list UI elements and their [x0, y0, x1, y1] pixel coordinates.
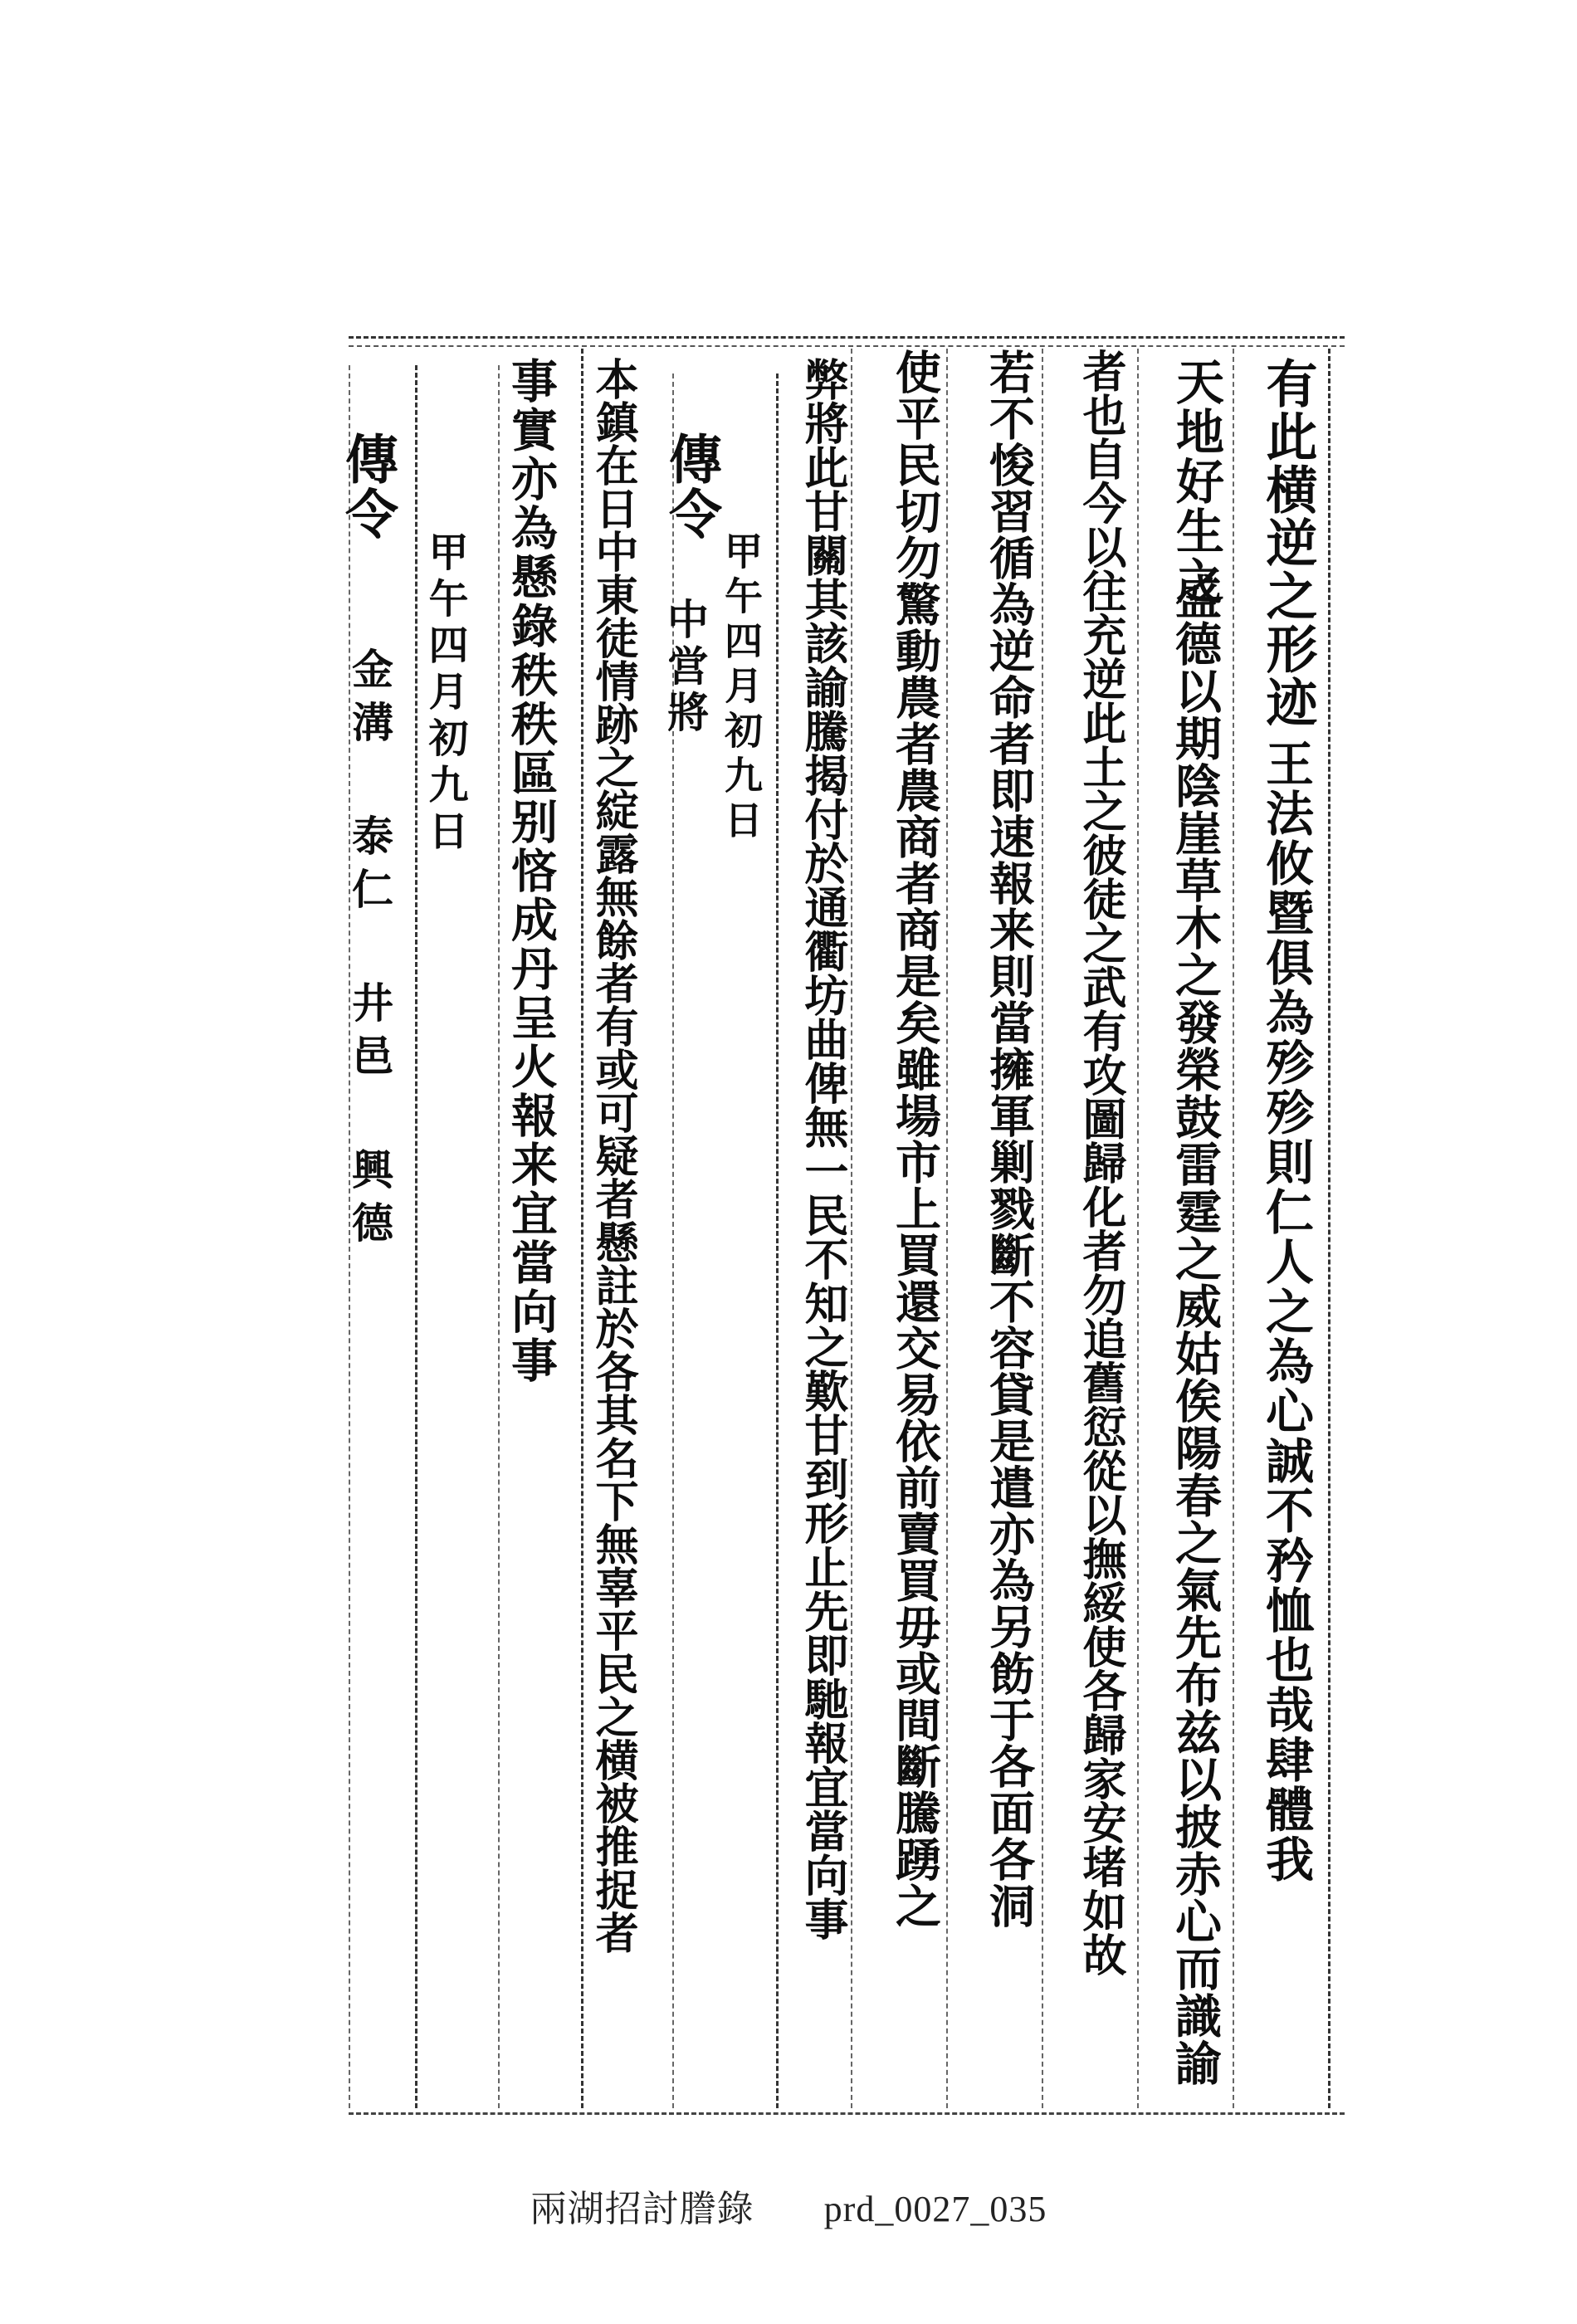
text-column: 者也自今以往充逆此土之彼徒之武有攻圖歸化者勿追舊愆從以撫綏使各歸家安堵如故: [1076, 349, 1127, 1976]
frame-top-border: [349, 336, 1345, 347]
frame-bottom-border: [349, 2112, 1345, 2115]
text-column: 弊將此甘關其該諭騰揭付於通衢坊曲俾無一民不知之歎甘到形止先即馳報宜當向事: [798, 357, 849, 1941]
column-rule: [415, 365, 417, 2108]
text-column: 本鎮在日中東徒情跡之綻露無餘者有或可疑者懸註於各其名下無辜平民之横被推捉者: [588, 357, 638, 1954]
column-rule: [946, 349, 948, 2108]
heading-column: 傳令: [336, 432, 398, 541]
column-rule: [1042, 349, 1043, 2108]
recipient-column: 金溝 泰仁 井邑 興德: [345, 647, 394, 1254]
date-column: 甲午四月初九日: [719, 531, 764, 845]
column-rule: [1328, 349, 1330, 2108]
text-column: 盛德以期陰崖草木之發榮鼓雷霆之威姑俟陽春之氣先布兹以披赤心而識諭: [1168, 573, 1223, 2087]
column-rule: [776, 374, 779, 2108]
date-column: 甲午四月初九日: [422, 531, 468, 857]
text-column: 事實亦為懸錄秩秩區别悋成丹呈火報来宜當向事: [504, 357, 559, 1385]
column-rule: [851, 349, 852, 2108]
column-rule: [1233, 349, 1234, 2108]
text-column: 使平民切勿驚動農者農商者商是矣雖場市上買還交易依前賣買毋或間斷騰踴之: [888, 349, 942, 1929]
page-caption: [0, 2179, 1577, 2232]
caption-title: 兩湖招討謄錄: [530, 2189, 754, 2229]
text-column: 若不悛習循為逆命者即速報来則當擁軍剿戮斷不容貸是遣亦為另飭于各面各洞: [982, 349, 1036, 1929]
column-rule: [498, 365, 500, 2108]
text-column: 有此横逆之形迹: [1257, 357, 1318, 729]
column-rule: [581, 349, 583, 2108]
text-column: 天地好生之: [1168, 357, 1224, 606]
recipient-column: 中営將: [661, 598, 710, 737]
caption-code: prd_0027_035: [823, 2189, 1047, 2229]
text-column: 王法攸暨俱為殄殄則仁人之為心誠不矜恤也哉肆體我: [1257, 739, 1314, 1884]
column-rule: [1137, 349, 1139, 2108]
heading-column: 傳令: [660, 432, 722, 541]
